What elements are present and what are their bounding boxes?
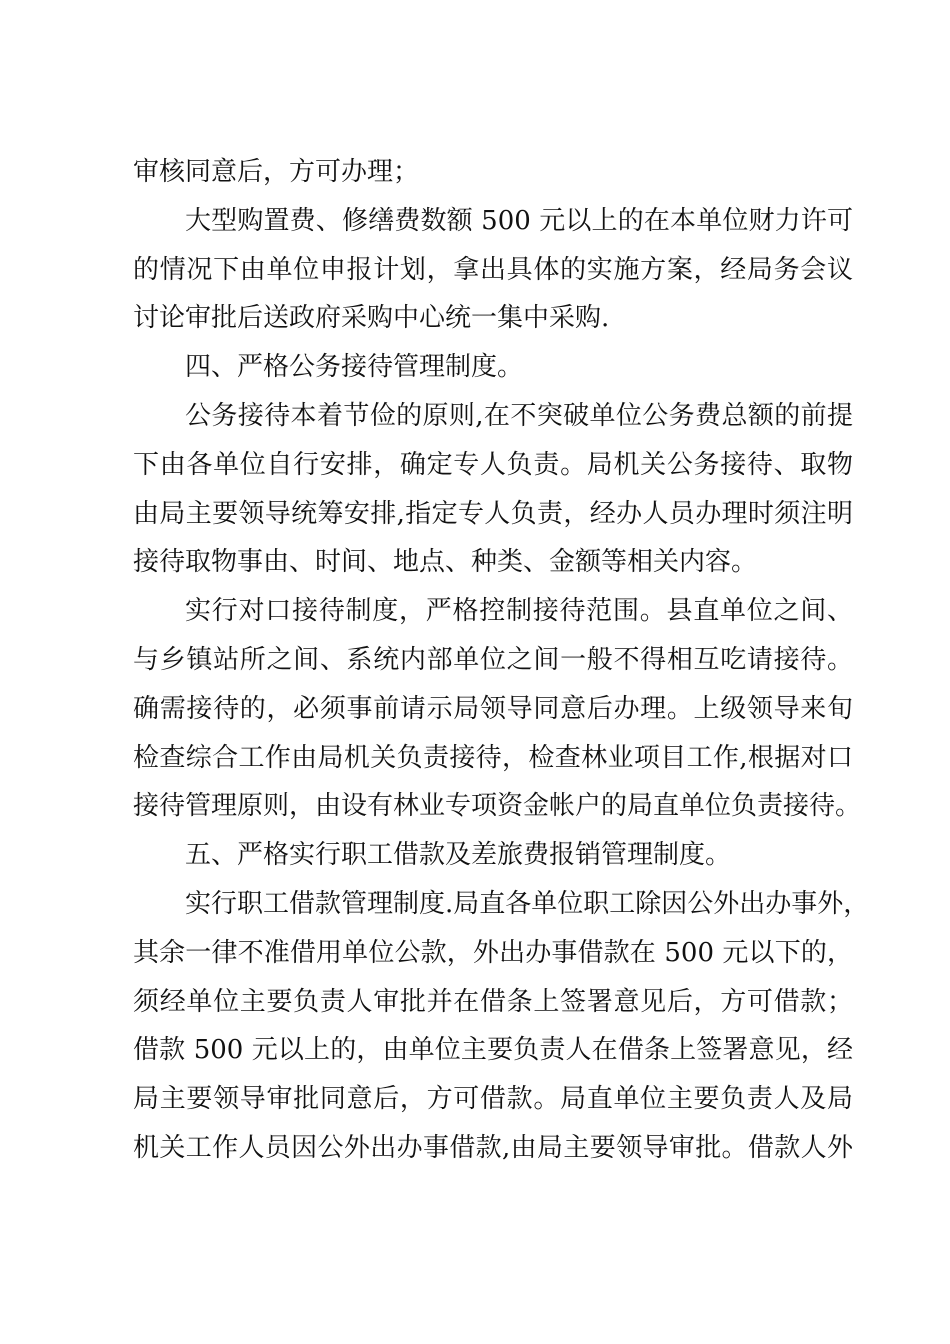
paragraph-line: 实行对口接待制度，严格控制接待范围。县直单位之间、 (185, 596, 853, 627)
paragraph-line: 大型购置费、修缮费数额 500 元以上的在本单位财力许可 (185, 205, 853, 236)
section-heading: 五、严格实行职工借款及差旅费报销管理制度。 (185, 840, 732, 871)
paragraph-line: 由局主要领导统筹安排,指定专人负责，经办人员办理时须注明 (133, 498, 853, 529)
paragraph-line: 审核同意后，方可办理； (133, 157, 420, 187)
paragraph-line: 的情况下由单位申报计划，拿出具体的实施方案，经局务会议 (133, 254, 853, 285)
paragraph-line: 须经单位主要负责人审批并在借条上签署意见后，方可借款； (133, 986, 853, 1017)
paragraph-line: 机关工作人员因公外出办事借款,由局主要领导审批。借款人外 (133, 1132, 853, 1163)
paragraph-line: 公务接待本着节俭的原则,在不突破单位公务费总额的前提 (185, 400, 853, 431)
paragraph-line: 实行职工借款管理制度.局直各单位职工除因公外出办事外， (185, 888, 870, 919)
paragraph-line: 检查综合工作由局机关负责接待，检查林业项目工作,根据对口 (133, 742, 853, 773)
paragraph-line: 讨论审批后送政府采购中心统一集中采购. (133, 303, 610, 334)
paragraph-line: 接待管理原则，由设有林业专项资金帐户的局直单位负责接待。 (133, 791, 862, 822)
paragraph-line: 局主要领导审批同意后，方可借款。局直单位主要负责人及局 (133, 1084, 853, 1115)
paragraph-line: 接待取物事由、时间、地点、种类、金额等相关内容。 (133, 547, 758, 578)
paragraph-line: 确需接待的，必须事前请示局领导同意后办理。上级领导来旬 (133, 693, 853, 724)
paragraph-line: 其余一律不准借用单位公款，外出办事借款在 500 元以下的， (133, 937, 853, 968)
paragraph-line: 与乡镇站所之间、系统内部单位之间一般不得相互吃请接待。 (133, 644, 853, 675)
paragraph-line: 借款 500 元以上的，由单位主要负责人在借条上签署意见，经 (133, 1035, 853, 1066)
paragraph-line: 下由各单位自行安排，确定专人负责。局机关公务接待、取物 (133, 449, 853, 480)
section-heading: 四、严格公务接待管理制度。 (185, 352, 524, 383)
document-body (133, 148, 870, 1173)
